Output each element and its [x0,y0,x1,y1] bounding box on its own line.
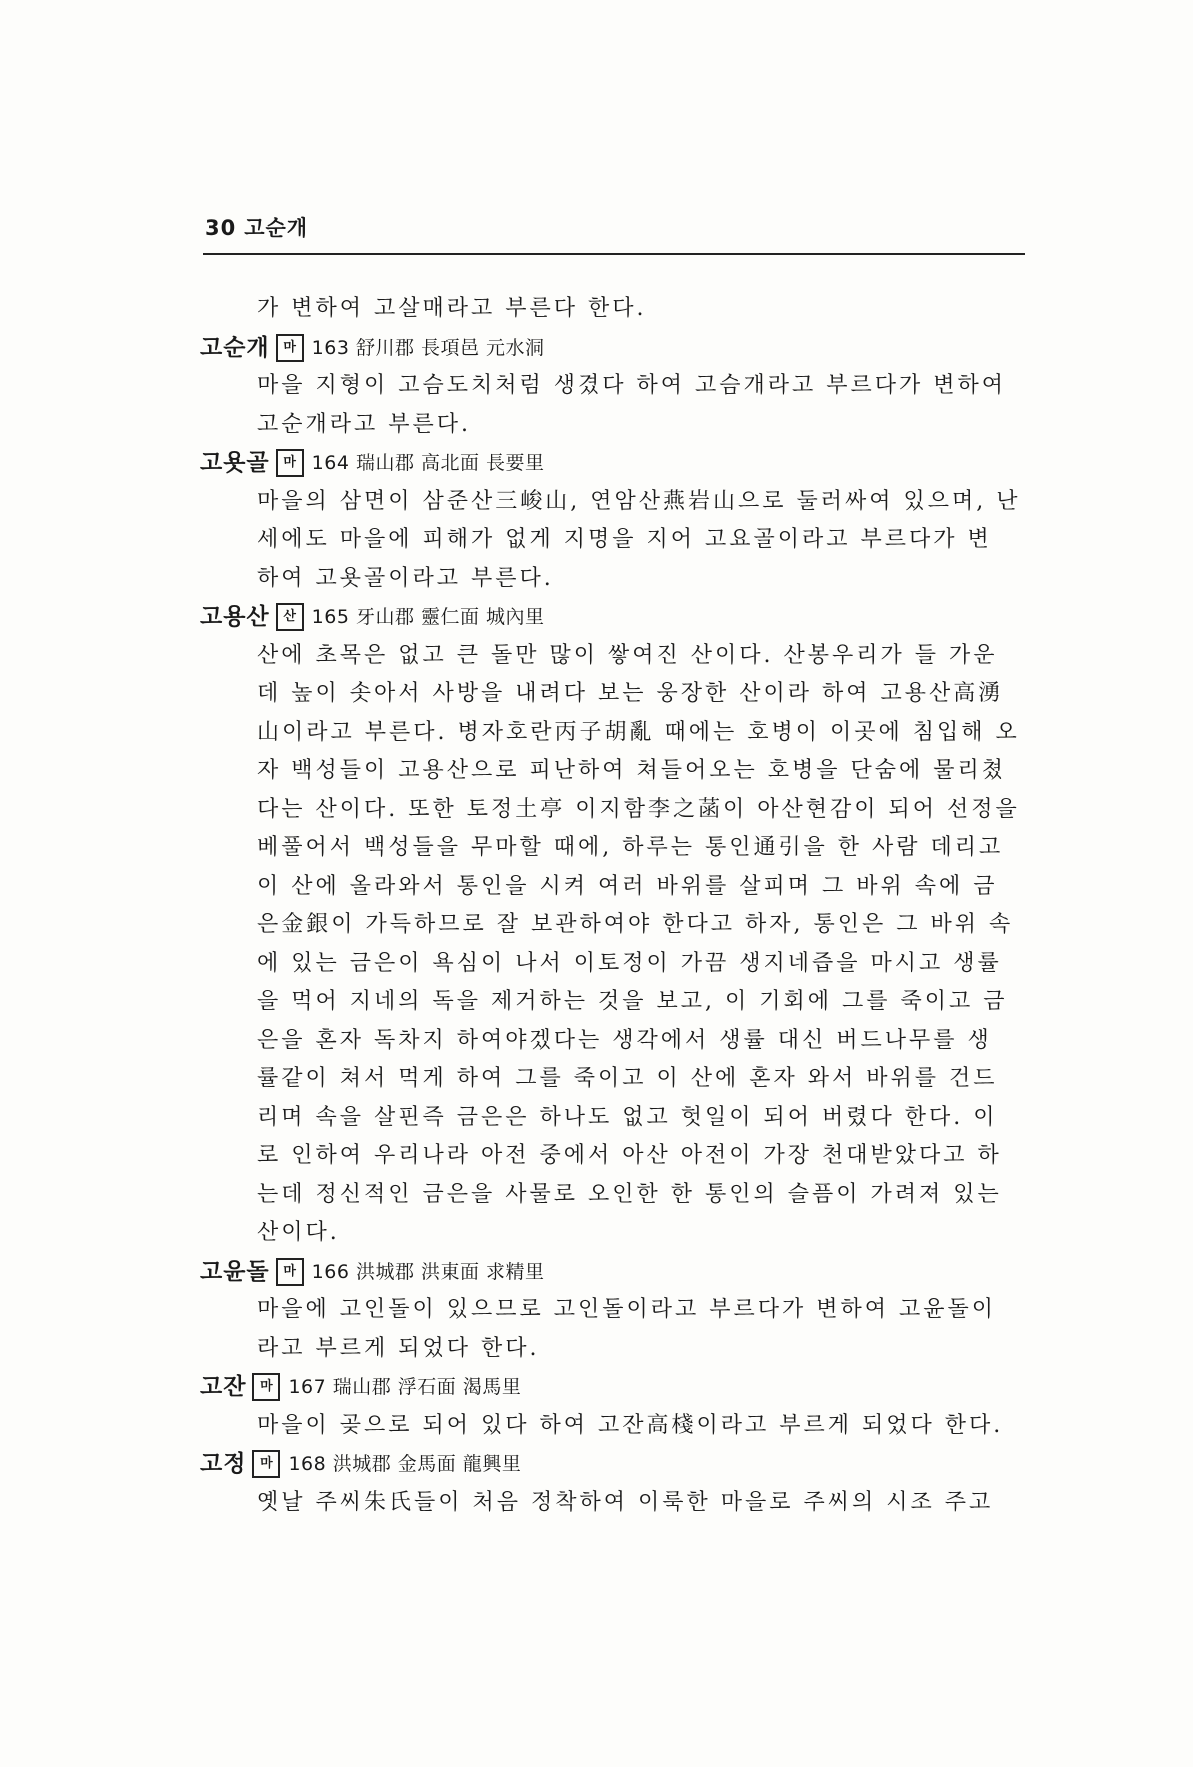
entry-text-line: 은을 혼자 독차지 하여야겠다는 생각에서 생률 대신 버드나무를 생 [257,1027,992,1053]
entry-text-line: 은金銀이 가득하므로 잘 보관하여야 한다고 하자, 통인은 그 바위 속 [257,912,1014,937]
entry-text-line: 는데 정신적인 금은을 사물로 오인한 한 통인의 슬픔이 가려져 있는 [257,1181,1002,1207]
entry-text-line: 하여 고욧골이라고 부른다. [257,565,554,591]
header-rule [203,253,1025,255]
entry-type-badge: 마 [276,334,304,362]
entry-type-badge: 산 [276,603,304,631]
entry-location: 166 洪城郡 洪東面 求精里 [311,1260,545,1283]
entry-type-badge: 마 [252,1373,280,1401]
entry-text-line: 베풀어서 백성들을 무마할 때에, 하루는 통인通引을 한 사람 데리고 [257,835,1004,860]
page-header [205,212,1025,242]
entry-name: 고윤돌 [200,1258,270,1285]
entry-type-badge: 마 [252,1450,280,1478]
page-number: 30 [205,216,237,240]
entry-text-line: 山이라고 부른다. 병자호란丙子胡亂 때에는 호병이 이곳에 침입해 오 [257,719,1020,745]
entry-heading [200,444,1030,483]
running-title: 고순개 [244,216,309,240]
entry [200,1253,1030,1369]
entry-text-line: 가 변하여 고살매라고 부른다 한다. [257,296,647,321]
entry-text-line: 마을의 삼면이 삼준산三峻山, 연암산燕岩山으로 둘러싸여 있으며, 난 [257,488,1021,514]
entry-heading [200,1445,1030,1484]
entry-location: 163 舒川郡 長項邑 元水洞 [311,336,545,359]
entry-text-line: 을 먹어 지네의 독을 제거하는 것을 보고, 이 기회에 그를 죽이고 금 [257,989,1008,1014]
entry-name: 고용산 [200,604,270,630]
entry-text-line: 에 있는 금은이 욕심이 나서 이토정이 가끔 생지네즙을 마시고 생률 [257,950,1002,976]
entry-text-line: 률같이 쳐서 먹게 하여 그를 죽이고 이 산에 혼자 와서 바위를 건드 [257,1066,998,1091]
entry [200,1368,1030,1445]
entry-type-badge: 마 [276,1258,304,1286]
entry [200,598,1030,1253]
entry-type-badge: 마 [276,449,304,477]
entry-text-line: 마을에 고인돌이 있으므로 고인돌이라고 부르다가 변하여 고윤돌이 [257,1297,997,1322]
entry-text-line: 자 백성들이 고용산으로 피난하여 쳐들어오는 호병을 단숨에 물리쳤 [257,758,1007,783]
entry [200,329,1030,445]
entry-name: 고잔 [200,1374,247,1400]
entry-location: 168 洪城郡 金馬面 龍興里 [288,1453,522,1475]
entry-name: 고정 [200,1451,247,1477]
entry-heading [200,1253,1030,1292]
entry-text-line: 옛날 주씨朱氏들이 처음 정착하여 이룩한 마을로 주씨의 시조 주고 [257,1489,994,1515]
entry-name: 고순개 [200,334,270,361]
entry-heading [200,598,1030,637]
entry-location: 165 牙山郡 靈仁面 城內里 [311,606,545,628]
entry-text-line: 마을 지형이 고슴도치처럼 생겼다 하여 고슴개라고 부르다가 변하여 [257,373,1007,398]
entry-text-line: 다는 산이다. 또한 토정土亭 이지함李之菡이 아산현감이 되어 선정을 [257,796,1020,822]
dictionary-entries [200,290,1030,1522]
entry-text-line: 산이다. [257,1220,340,1245]
entry-location: 167 瑞山郡 浮石面 渴馬里 [288,1376,522,1398]
entry-heading [200,329,1030,368]
entry-text-line: 세에도 마을에 피해가 없게 지명을 지어 고요골이라고 부르다가 변 [257,527,992,552]
entry-text-line: 이 산에 올라와서 통인을 시켜 여러 바위를 살피며 그 바위 속에 금 [257,873,998,899]
entry-text-line: 데 높이 솟아서 사방을 내려다 보는 웅장한 산이라 하여 고용산高湧 [257,681,1004,706]
entry-location: 164 瑞山郡 高北面 長要里 [311,452,545,474]
entry-text-line: 로 인하여 우리나라 아전 중에서 아산 아전이 가장 천대받았다고 하 [257,1143,1002,1168]
entry-name: 고욧골 [200,450,270,476]
entry [200,290,1030,329]
entry-text-line: 고순개라고 부른다. [257,411,472,437]
entry-text-line: 라고 부르게 되었다 한다. [257,1335,540,1361]
entry [200,444,1030,598]
entry [200,1445,1030,1522]
entry-text-line: 마을이 곶으로 되어 있다 하여 고잔高棧이라고 부르게 되었다 한다. [257,1412,1004,1438]
entry-text-line: 리며 속을 살핀즉 금은은 하나도 없고 헛일이 되어 버렸다 한다. 이 [257,1104,998,1130]
entry-heading [200,1368,1030,1407]
entry-text-line: 산에 초목은 없고 큰 돌만 많이 쌓여진 산이다. 산봉우리가 들 가운 [257,642,998,668]
